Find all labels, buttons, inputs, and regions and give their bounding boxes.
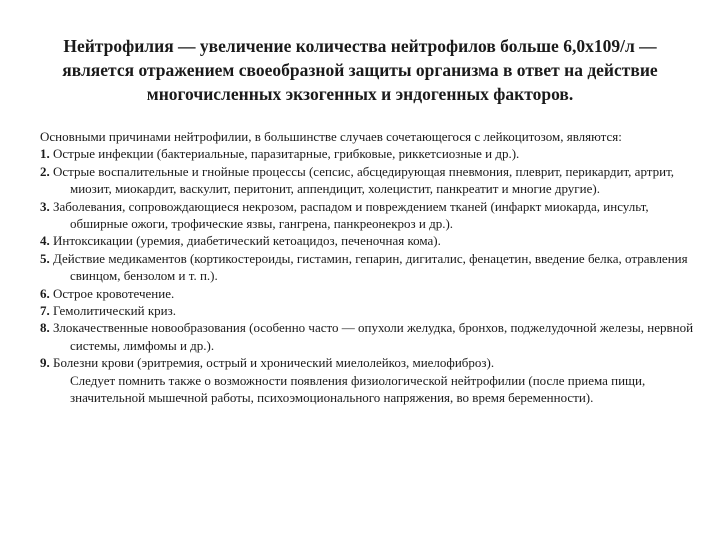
cause-text: Острое кровотечение. (49, 285, 175, 301)
cause-text: Гемолитический криз. (49, 303, 176, 319)
cause-number: 5. (40, 250, 50, 266)
cause-text: Интоксикации (уремия, диабетический кетоацидоз, печеночная кома). (49, 233, 441, 249)
cause-item-4 (40, 232, 700, 249)
physiological-note: Следует помнить также о возможности появления физиологической нейтрофилии (после приема пищи, значительной мышечной работы, психоэмоционального напряжения, во время беременности). (70, 372, 646, 406)
cause-item-2 (40, 163, 700, 198)
cause-number: 3. (40, 198, 50, 214)
cause-number: 4. (40, 233, 50, 249)
cause-text: Действие медикаментов (кортикостероиды, гистамин, гепарин, дигиталис, фенацетин, введение белка, отравления свинцом, бензолом и т. п.). (49, 250, 688, 284)
cause-text: Острые инфекции (бактериальные, паразитарные, грибковые, риккетсиозные и др.). (49, 146, 520, 162)
cause-number: 8. (40, 320, 50, 336)
slide-heading (28, 34, 692, 106)
causes-section (40, 128, 700, 407)
cause-text: Болезни крови (эритремия, острый и хронический миелолейкоз, миелофиброз). (49, 355, 495, 371)
cause-number: 1. (40, 146, 50, 162)
cause-item-6 (40, 285, 700, 302)
cause-item-8 (40, 319, 700, 354)
cause-text: Злокачественные новообразования (особенно часто — опухоли желудка, бронхов, поджелудочной железы, нервной системы, лимфомы и др.). (49, 320, 694, 353)
cause-item-9 (40, 354, 700, 371)
cause-number: 7. (40, 303, 50, 319)
cause-text: Острые воспалительные и гнойные процессы (сепсис, абсцедирующая пневмония, плеврит, перикардит, артрит, миозит, миокардит, васкулит, перитонит, аппендицит, холецистит, панкреатит и многие другие). (49, 163, 675, 197)
heading-term: Нейтрофилия (63, 36, 174, 56)
cause-number: 6. (40, 285, 50, 301)
cause-number: 9. (40, 355, 50, 371)
cause-number: 2. (40, 163, 50, 179)
cause-item-3 (40, 198, 700, 233)
heading-definition: — увеличение количества нейтрофилов больше 6,0х109/л — является отражением своеобразной защиты организма в ответ на действие многочисленных экзогенных и эндогенных факторов. (62, 36, 658, 104)
cause-item-5 (40, 250, 700, 285)
cause-text: Заболевания, сопровождающиеся некрозом, распадом и повреждением тканей (инфаркт миокарда, инсульт, обширные ожоги, трофические язвы, гангрена, панкреонекроз и др.). (49, 198, 649, 232)
causes-intro: Основными причинами нейтрофилии, в большинстве случаев сочетающегося с лейкоцитозом, являются: (40, 129, 622, 144)
cause-item-7 (40, 302, 700, 319)
cause-item-1 (40, 145, 700, 162)
